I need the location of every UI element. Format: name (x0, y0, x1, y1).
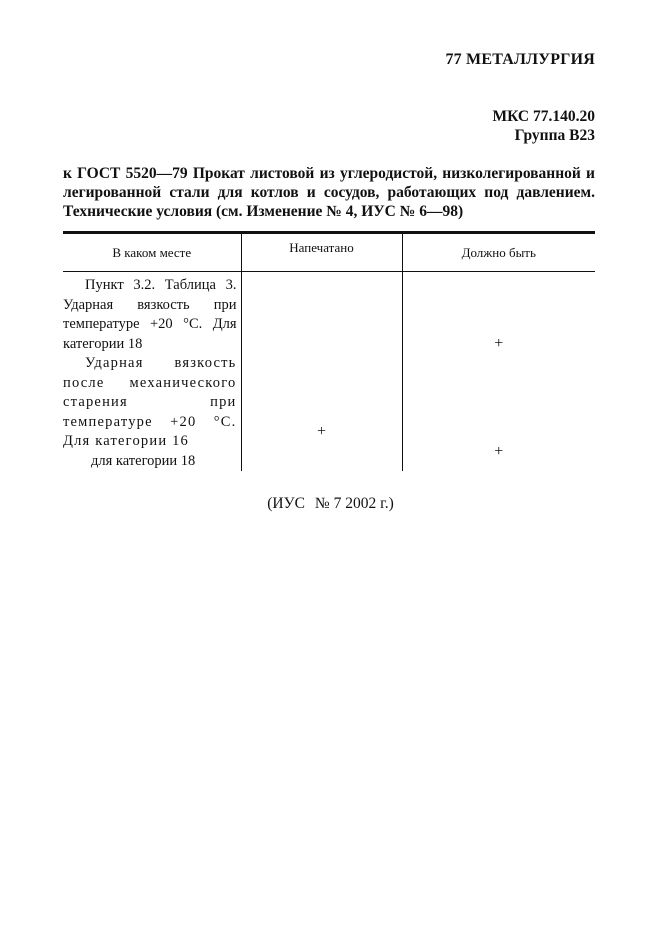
column-header-should-be: Должно быть (402, 233, 595, 272)
place-cell (63, 272, 241, 472)
group-code: Группа В23 (514, 127, 595, 144)
plus-mark: + (316, 423, 327, 440)
footer-note (0, 495, 661, 513)
table-header-row (63, 233, 595, 272)
section-heading: 77 МЕТАЛЛУРГИЯ (445, 51, 595, 68)
mks-code: МКС 77.140.20 (492, 108, 595, 125)
printed-cell (241, 272, 402, 472)
column-header-place: В каком месте (63, 233, 241, 272)
table-row (63, 272, 595, 472)
place-paragraph: Ударная вязкость после механического старения при температуре +20 °С. Для категории 16 (63, 355, 237, 449)
column-header-printed: Напечатано (241, 233, 402, 272)
plus-mark: + (494, 335, 504, 352)
should-be-cell (402, 272, 595, 472)
footer-issue: № 7 2002 г.) (314, 495, 394, 512)
plus-mark: + (494, 443, 504, 460)
place-paragraph: для категории 18 (91, 452, 196, 469)
amendment-title: к ГОСТ 5520—79 Прокат листовой из углеродистой, низколегированной и легированной стали для котлов и сосудов, работающих под давлением. Технические условия (см. Изменение № 4, ИУС № 6—98) (63, 165, 595, 220)
place-paragraph: Пункт 3.2. Таблица 3. Ударная вязкость при температуре +20 °С. Для категории 18 (63, 277, 237, 352)
classification-block (492, 107, 595, 145)
amendment-table (63, 231, 595, 471)
footer-source: (ИУС (267, 495, 305, 512)
